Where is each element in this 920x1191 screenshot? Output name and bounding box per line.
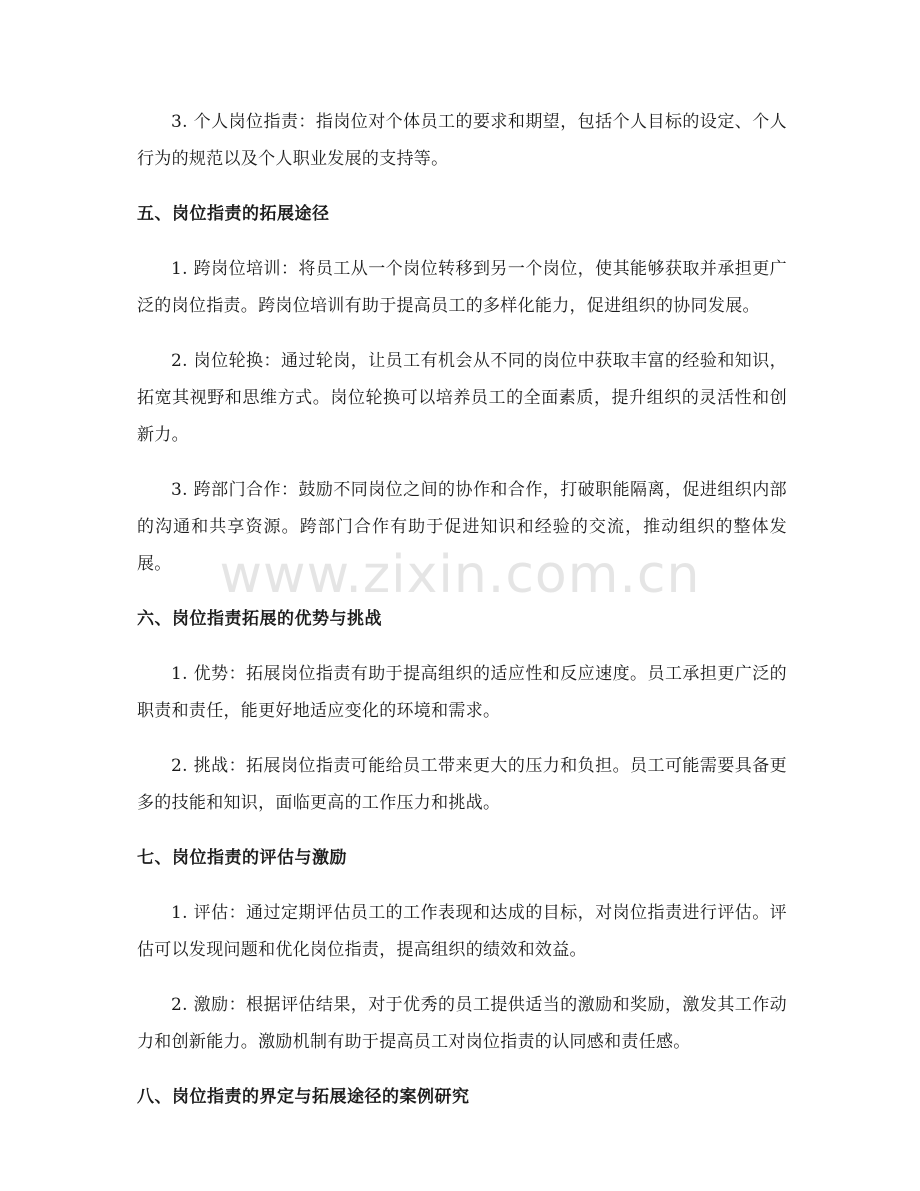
paragraph-advantage: 1. 优势：拓展岗位指责有助于提高组织的适应性和反应速度。员工承担更广泛的职责和责任，能更好地适应变化的环境和需求。 [137, 664, 787, 721]
paragraph-cross-department: 3. 跨部门合作：鼓励不同岗位之间的协作和合作，打破职能隔离，促进组织内部的沟通和共享资源。跨部门合作有助于促进知识和经验的交流，推动组织的整体发展。 [137, 480, 787, 574]
paragraph-incentive: 2. 激励：根据评估结果，对于优秀的员工提供适当的激励和奖励，激发其工作动力和创新能力。激励机制有助于提高员工对岗位指责的认同感和责任感。 [137, 995, 787, 1052]
paragraph-personal-duty: 3. 个人岗位指责：指岗位对个体员工的要求和期望，包括个人目标的设定、个人行为的规范以及个人职业发展的支持等。 [137, 112, 787, 169]
section-heading-8: 八、岗位指责的界定与拓展途径的案例研究 [137, 1087, 470, 1107]
section-heading-6: 六、岗位指责拓展的优势与挑战 [137, 609, 382, 629]
paragraph-evaluation: 1. 评估：通过定期评估员工的工作表现和达成的目标，对岗位指责进行评估。评估可以发现问题和优化岗位指责，提高组织的绩效和效益。 [137, 903, 787, 960]
paragraph-cross-training: 1. 跨岗位培训：将员工从一个岗位转移到另一个岗位，使其能够获取并承担更广泛的岗位指责。跨岗位培训有助于提高员工的多样化能力，促进组织的协同发展。 [137, 259, 787, 316]
paragraph-job-rotation: 2. 岗位轮换：通过轮岗，让员工有机会从不同的岗位中获取丰富的经验和知识，拓宽其视野和思维方式。岗位轮换可以培养员工的全面素质，提升组织的灵活性和创新力。 [137, 351, 787, 445]
section-heading-7: 七、岗位指责的评估与激励 [137, 848, 347, 868]
paragraph-challenge: 2. 挑战：拓展岗位指责可能给员工带来更大的压力和负担。员工可能需要具备更多的技能和知识，面临更高的工作压力和挑战。 [137, 756, 787, 813]
document-body [137, 104, 787, 1134]
watermark-text: www.zixin.com.cn [219, 545, 701, 605]
section-heading-5: 五、岗位指责的拓展途径 [137, 204, 330, 224]
